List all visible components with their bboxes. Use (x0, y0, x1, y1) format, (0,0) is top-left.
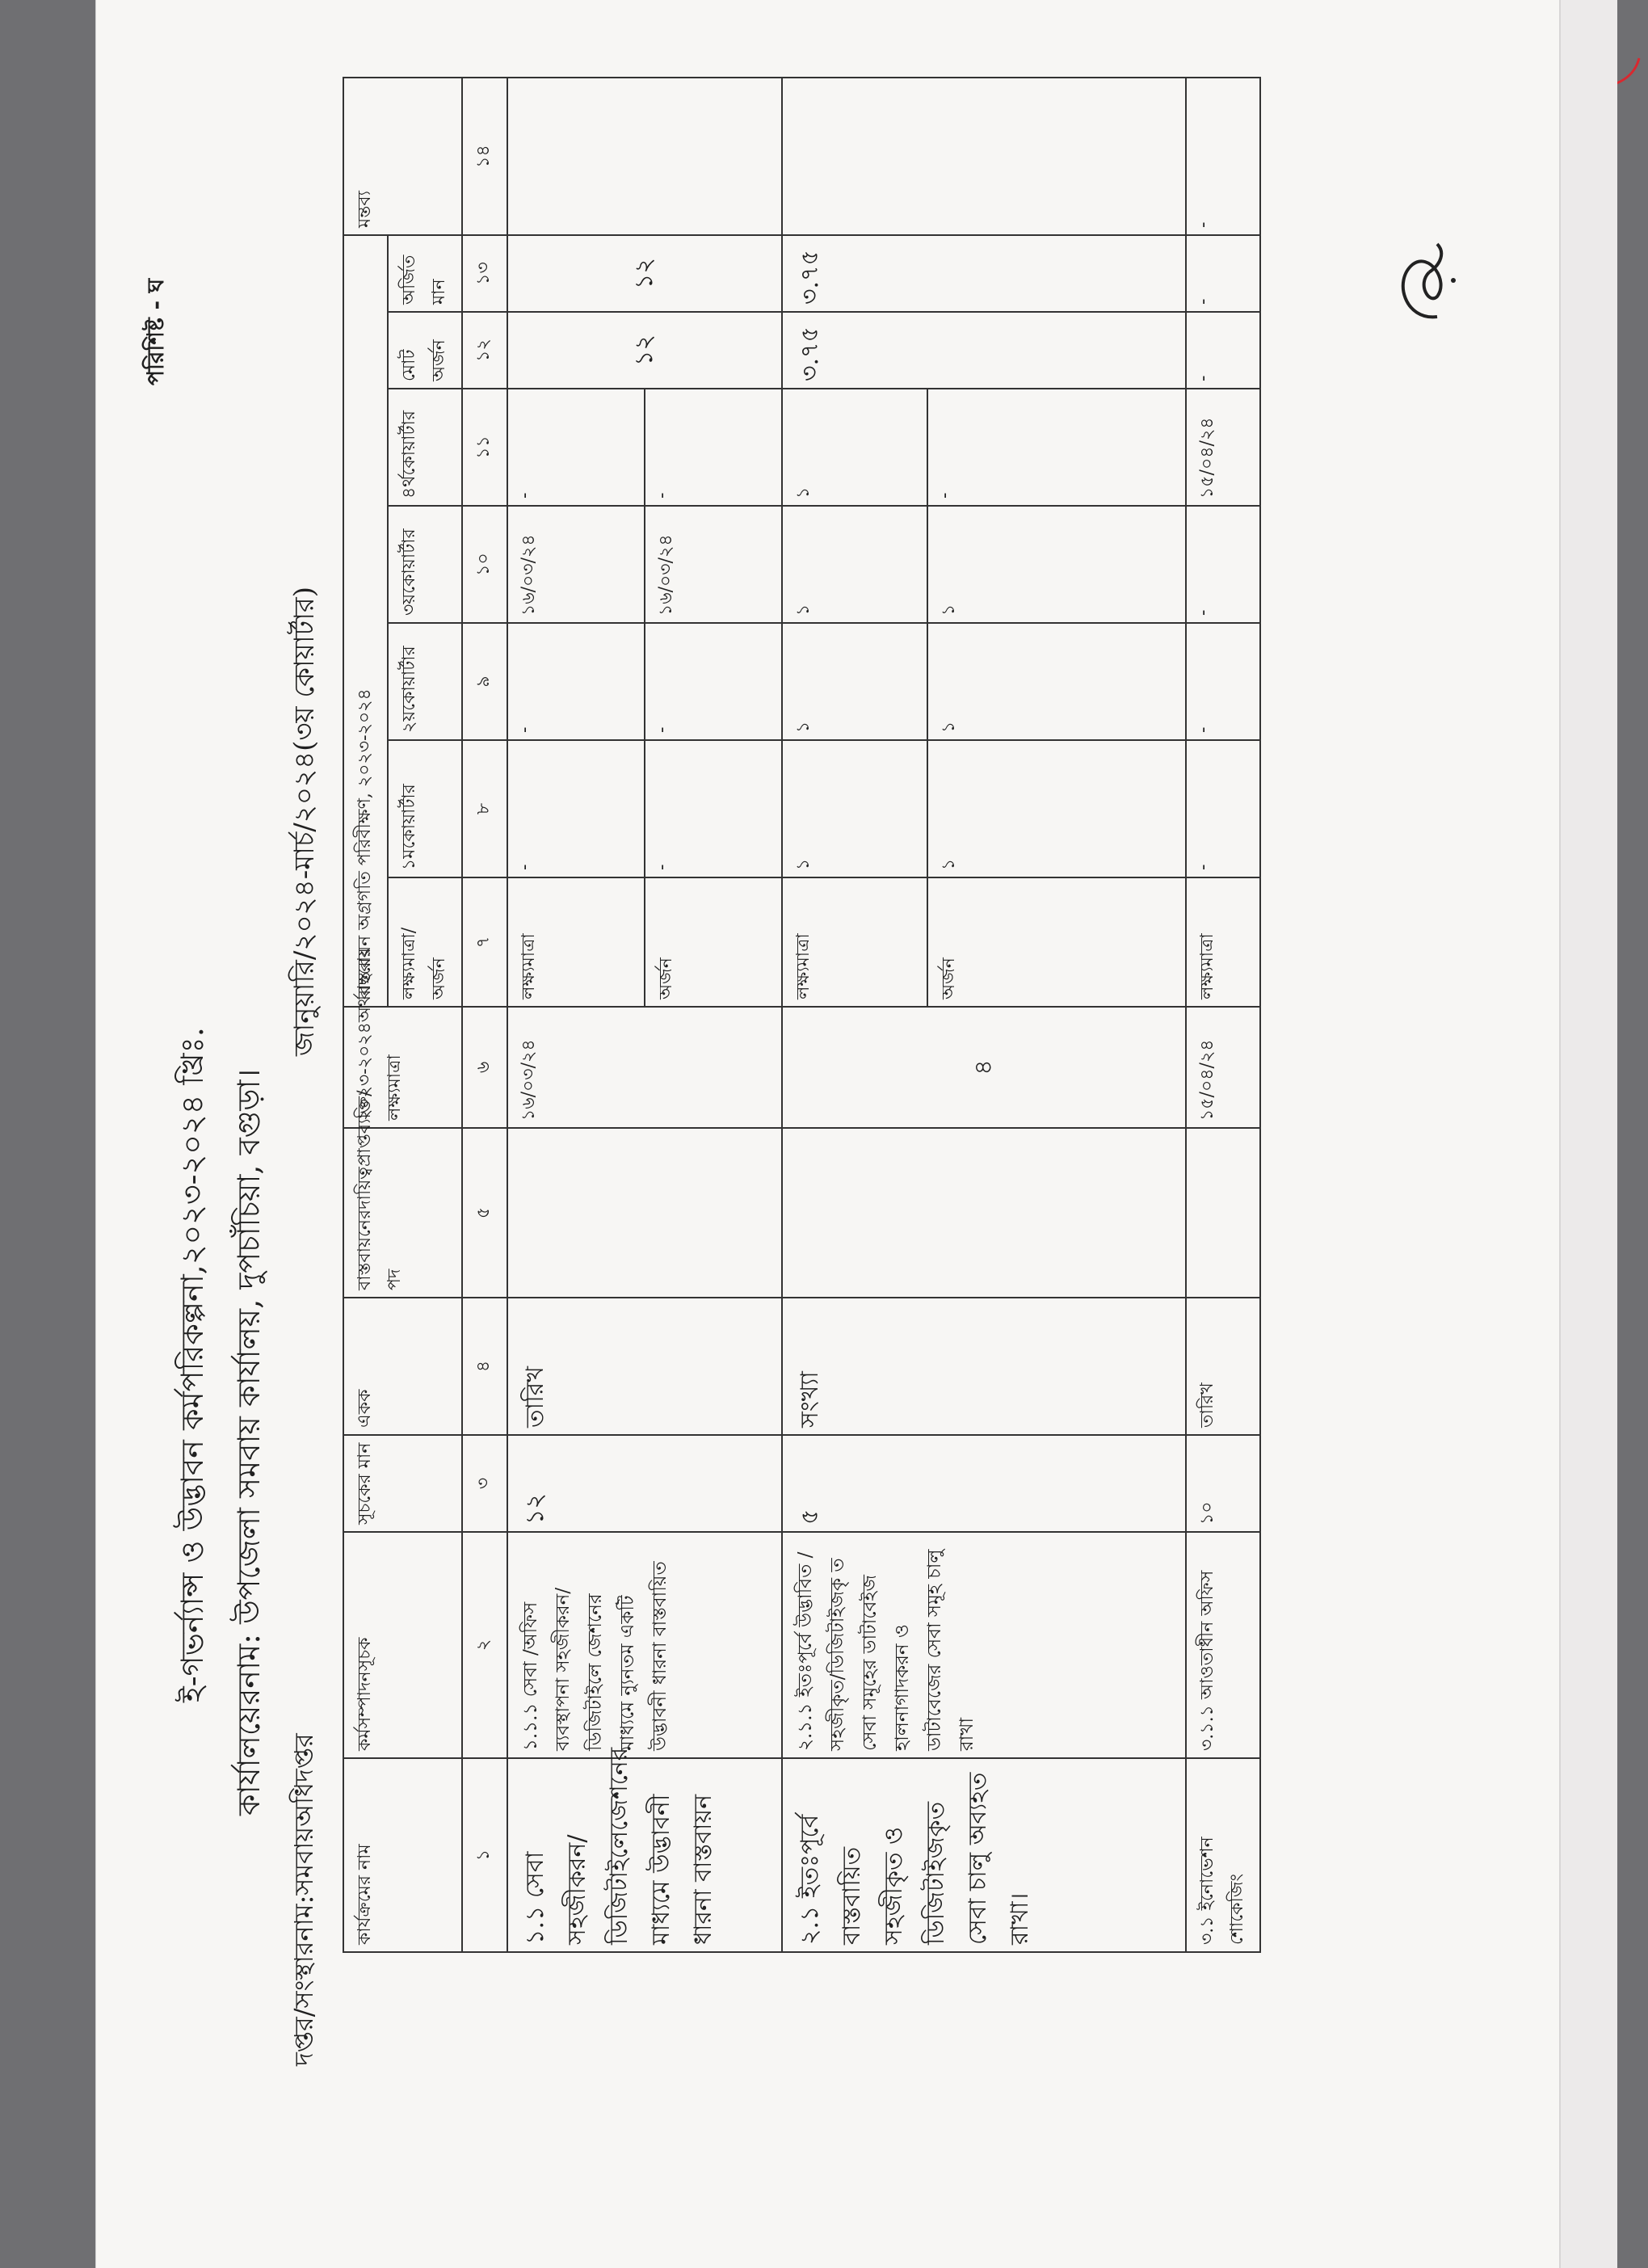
q3-cell: ১৬/০৩/২৪ (507, 506, 645, 623)
header-total: মোট অর্জন (388, 312, 462, 389)
activity-cell: ৩.১ ইনোভেশন শোকেজিং (1186, 1758, 1260, 1952)
sub-label-cell: লক্ষ্যমাত্রা (1186, 877, 1260, 1007)
indicator-cell: ৩.১.১ আওতাধীন অফিস (1186, 1532, 1260, 1758)
action-plan-table (343, 77, 1261, 1953)
achieved-cell: ১২ (507, 235, 782, 312)
achieved-cell: - (1186, 235, 1260, 312)
sub-label-cell: অর্জন (645, 877, 782, 1007)
table-row (1186, 78, 1260, 1952)
q1-cell: ১ (782, 740, 927, 877)
reporting-period: জানুয়ারি/২০২৪-মার্চ/২০২৪(৩য় কোয়ার্টার) (288, 586, 321, 1056)
remarks-cell: - (1186, 78, 1260, 235)
department-name: দপ্তর/সংস্থারনাম:সমবায়অধিদপ্তর (288, 1733, 319, 2066)
q4-cell: - (927, 389, 1186, 506)
paper-edge (1559, 0, 1617, 2268)
q4-cell: - (645, 389, 782, 506)
q3-cell: ১৬/০৩/২৪ (645, 506, 782, 623)
table-row (782, 78, 927, 1952)
document-page (95, 0, 1566, 2268)
q1-cell: - (507, 740, 645, 877)
column-number-row (462, 78, 507, 1952)
q4-cell: ১ (782, 389, 927, 506)
responsible-cell (782, 1128, 1186, 1298)
header-indicator: কর্মসম্পাদনসূচক (343, 1532, 462, 1758)
target-cell: ১৫/০৪/২৪ (1186, 1007, 1260, 1128)
col-num: ২ (462, 1532, 507, 1758)
q2-cell: - (1186, 623, 1260, 740)
unit-cell: তারিখ (507, 1298, 782, 1435)
responsible-cell (507, 1128, 782, 1298)
q1-cell: ১ (927, 740, 1186, 877)
sub-label-cell: লক্ষ্যমাত্রা (507, 877, 645, 1007)
col-num: ১২ (462, 312, 507, 389)
q3-cell: ১ (927, 506, 1186, 623)
q4-cell: ১৫/০৪/২৪ (1186, 389, 1260, 506)
remarks-cell (782, 78, 1186, 235)
col-num: ৯ (462, 623, 507, 740)
q1-cell: - (645, 740, 782, 877)
col-num: ৩ (462, 1435, 507, 1532)
annex-label: পরিশিষ্ট - ঘ (142, 278, 169, 385)
header-achieved: অর্জিত মান (388, 235, 462, 312)
target-cell: ৪ (782, 1007, 1186, 1128)
header-remarks: মন্তব্য (343, 78, 462, 235)
target-cell: ১৬/০৩/২৪ (507, 1007, 782, 1128)
q3-cell: - (1186, 506, 1260, 623)
col-num: ১০ (462, 506, 507, 623)
header-q2: ২য়কোয়ার্টার (388, 623, 462, 740)
total-cell: ৩.৭৫ (782, 312, 1186, 389)
q1-cell: - (1186, 740, 1260, 877)
col-num: ১১ (462, 389, 507, 506)
activity-cell: ১.১ সেবা সহজীকরন/ ডিজিটাইলেজেশনের মাধ্যমে উদ্ভাবনী ধারনা বাস্তবায়ন (507, 1758, 782, 1952)
table-row (507, 78, 645, 1952)
col-num: ৬ (462, 1007, 507, 1128)
header-target-achievement: লক্ষ্যমাত্রা/ অর্জন (388, 877, 462, 1007)
header-activity: কার্যক্রমের নাম (343, 1758, 462, 1952)
col-num: ১৩ (462, 235, 507, 312)
indicator-value-cell: ১২ (507, 1435, 782, 1532)
indicator-cell: ১.১.১ সেবা /অফিস ব্যবস্থাপনা সহজীকরন/ডিজিটাইলে জেশনের মাধ্যমে ন্যুনতম একটি উদ্ভাবনী ধারনা বাস্তবায়িত (507, 1532, 782, 1758)
activity-cell: ২.১ ইতঃপূর্বে বাস্তবায়িত সহজীকৃত ও ডিজিটাইজকৃত সেবা চালু অব্যহত রাখা। (782, 1758, 1186, 1952)
header-q3: ৩য়কোয়ার্টার (388, 506, 462, 623)
indicator-value-cell: ১০ (1186, 1435, 1260, 1532)
q2-cell: - (645, 623, 782, 740)
signature (1389, 240, 1461, 329)
sub-label-cell: অর্জন (927, 877, 1186, 1007)
header-q1: ১মকোয়ার্টার (388, 740, 462, 877)
total-cell: ১২ (507, 312, 782, 389)
q2-cell: - (507, 623, 645, 740)
col-num: ৮ (462, 740, 507, 877)
header-responsible: বাস্তবায়নেরদায়িত্বপ্রাপ্তব্যক্তি/পদ (343, 1128, 462, 1298)
col-num: ৫ (462, 1128, 507, 1298)
document-title: ই-গভর্ন্যান্স ও উদ্ভাবন কর্মপরিকল্পনা,২০২৩-২০২৪ খ্রিঃ. (174, 1027, 210, 1702)
unit-cell: সংখ্যা (782, 1298, 1186, 1435)
office-name: কার্যালয়েরনাম: উপজেলা সমবায় কার্যালয়, দুপচাঁচিয়া, বগুড়া। (231, 1068, 267, 1816)
col-num: ৭ (462, 877, 507, 1007)
header-progress-group: বাস্তবায়ন অগ্রগতি পরিবীক্ষণ, ২০২৩-২০২৪ (343, 235, 388, 1007)
header-indicator-value: সূচকের মান (343, 1435, 462, 1532)
achieved-cell: ৩.৭৫ (782, 235, 1186, 312)
header-unit: একক (343, 1298, 462, 1435)
responsible-cell (1186, 1128, 1260, 1298)
rotated-sheet (96, 0, 1566, 2268)
unit-cell: তারিখ (1186, 1298, 1260, 1435)
q2-cell: ১ (782, 623, 927, 740)
q4-cell: - (507, 389, 645, 506)
indicator-value-cell: ৫ (782, 1435, 1186, 1532)
indicator-cell: ২.১.১ ইতঃপূর্বে উদ্ভাবিত /সহজীকৃত/ডিজিটাইজকৃ ত সেবা সমূহের ডাটাবেইজ হালনাগাদকরন ও ডাটাবেজের সেবা সমূহ চালু রাখা (782, 1532, 1186, 1758)
header-q4: ৪র্থকোয়ার্টার (388, 389, 462, 506)
col-num: ১৪ (462, 78, 507, 235)
table-header-row (343, 78, 388, 1952)
remarks-cell (507, 78, 782, 235)
total-cell: - (1186, 312, 1260, 389)
col-num: ৪ (462, 1298, 507, 1435)
q3-cell: ১ (782, 506, 927, 623)
col-num: ১ (462, 1758, 507, 1952)
sub-label-cell: লক্ষ্যমাত্রা (782, 877, 927, 1007)
header-target: ২০২৩-২০২৪অর্থবছরের লক্ষ্যমাত্রা (343, 1007, 462, 1128)
q2-cell: ১ (927, 623, 1186, 740)
